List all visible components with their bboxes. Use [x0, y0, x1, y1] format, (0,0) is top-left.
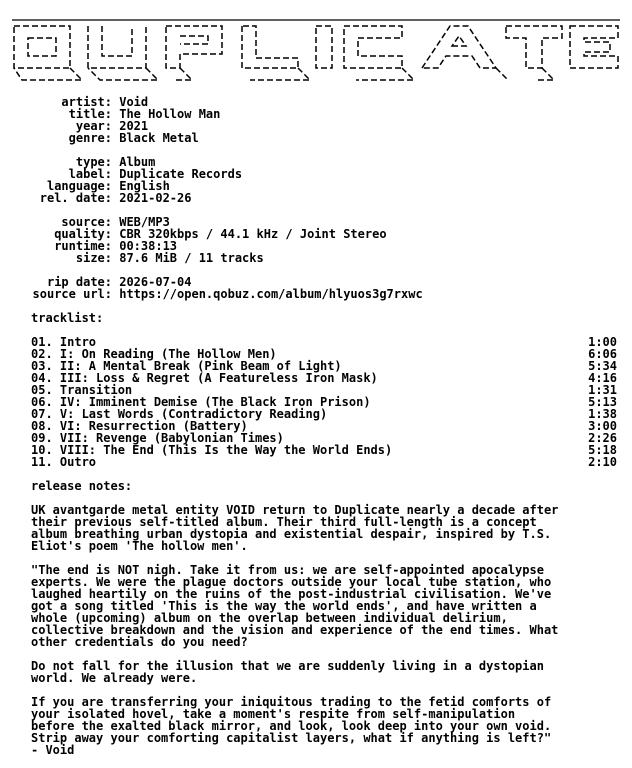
- info-value: 87.6 MiB / 11 tracks: [119, 251, 264, 265]
- track-title: 10. VIII: The End (This Is the Way the World Ends): [31, 443, 393, 457]
- track-duration: 2:26: [588, 431, 617, 445]
- tracklist: [0, 336, 632, 468]
- info-value: 2021-02-26: [119, 191, 192, 205]
- release-notes: [0, 504, 632, 756]
- track-duration: 4:16: [588, 371, 617, 385]
- track-title: 08. VI: Resurrection (Battery): [31, 419, 248, 433]
- info-label: runtime:: [54, 239, 112, 253]
- info-value: 2021: [119, 119, 149, 133]
- track-title: 03. II: A Mental Break (Pink Beam of Light): [31, 359, 342, 373]
- track-duration: 5:34: [588, 359, 617, 373]
- info-row: [0, 288, 632, 300]
- duplicate-ascii-logo: [10, 14, 622, 86]
- track-title: 09. VII: Revenge (Babylonian Times): [31, 431, 284, 445]
- info-row: [0, 252, 632, 264]
- nfo-text: [0, 96, 632, 756]
- info-label: source url:: [32, 287, 112, 301]
- notes-paragraph: "The end is NOT nigh. Take it from us: we are self-appointed apocalypse experts. We were the plague doctors outside your local tube station, who laughed heartily on the ruins of the post-industrial civilisation. We've got a song titled 'This is the way the world ends', and have written a whole (upcoming) album on the overlap between individual delirium, collective breakdown and the vision and experience of the end times. What other credentials do you need?: [31, 563, 559, 649]
- track-title: 04. III: Loss & Regret (A Featureless Iron Mask): [31, 371, 378, 385]
- notes-paragraph: UK avantgarde metal entity VOID return to Duplicate nearly a decade after their previous self-titled album. Their third full-length is a concept album breathing urban dystopia and existential despair, inspired by T.S. Eliot's poem 'The hollow men'.: [31, 503, 559, 553]
- info-label: size:: [75, 251, 112, 265]
- info-label: rel. date:: [39, 191, 112, 205]
- info-value: https://open.qobuz.com/album/hlyuos3g7rxwc: [119, 287, 423, 301]
- notes-paragraph: If you are transferring your iniquitous trading to the fetid comforts of your isolated hovel, take a moment's respite from self-manipulation before the exalted black mirror, and look, look deep into your own void. Strip away your comforting capitalist layers, what if anything is left?" - Void: [31, 695, 552, 757]
- track-title: 11. Outro: [31, 455, 97, 469]
- info-row: [0, 192, 632, 204]
- info-label: quality:: [54, 227, 112, 241]
- track-title: 02. I: On Reading (The Hollow Men): [31, 347, 277, 361]
- track-duration: 3:00: [588, 419, 617, 433]
- notes-paragraph: Do not fall for the illusion that we are suddenly living in a dystopian world. We already were.: [31, 659, 544, 685]
- info-value: Duplicate Records: [119, 167, 243, 181]
- track-duration: 2:10: [588, 455, 617, 469]
- info-label: genre:: [68, 131, 112, 145]
- track-duration: 1:00: [588, 335, 617, 349]
- tracklist-heading: tracklist:: [31, 311, 104, 325]
- track-title: 05. Transition: [31, 383, 133, 397]
- info-label: source:: [61, 215, 112, 229]
- release-notes-heading: release notes:: [31, 479, 133, 493]
- info-value: 00:38:13: [119, 239, 178, 253]
- info-value: Void: [119, 95, 149, 109]
- track-duration: 1:31: [588, 383, 617, 397]
- info-value: Black Metal: [119, 131, 199, 145]
- track-duration: 6:06: [588, 347, 617, 361]
- track-title: 01. Intro: [31, 335, 97, 349]
- info-value: WEB/MP3: [119, 215, 170, 229]
- info-value: The Hollow Man: [119, 107, 221, 121]
- info-label: label:: [68, 167, 112, 181]
- info-value: CBR 320kbps / 44.1 kHz / Joint Stereo: [119, 227, 387, 241]
- track-duration: 1:38: [588, 407, 617, 421]
- info-label: rip date:: [46, 275, 112, 289]
- track-row: [0, 456, 632, 468]
- track-duration: 5:18: [588, 443, 617, 457]
- info-label: type:: [75, 155, 112, 169]
- info-label: year:: [75, 119, 112, 133]
- info-label: artist:: [61, 95, 112, 109]
- track-duration: 5:13: [588, 395, 617, 409]
- info-value: Album: [119, 155, 156, 169]
- track-title: 07. V: Last Words (Contradictory Reading): [31, 407, 328, 421]
- info-row: [0, 132, 632, 144]
- info-label: language:: [46, 179, 112, 193]
- track-title: 06. IV: Imminent Demise (The Black Iron Prison): [31, 395, 371, 409]
- info-value: English: [119, 179, 170, 193]
- info-label: title:: [68, 107, 112, 121]
- info-value: 2026-07-04: [119, 275, 192, 289]
